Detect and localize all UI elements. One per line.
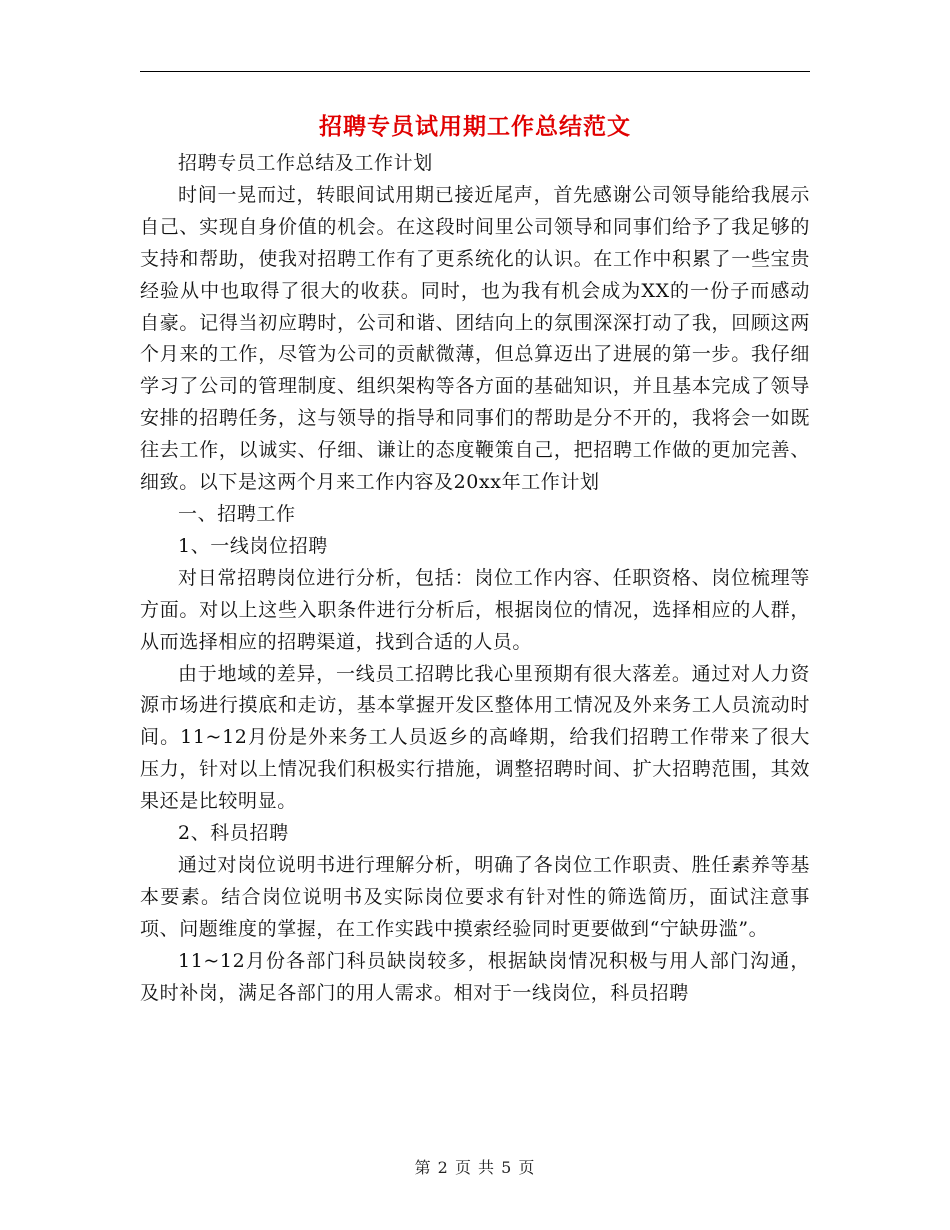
staff-vacancy-paragraph: 11~12月份各部门科员缺岗较多，根据缺岗情况积极与用人部门沟通，及时补岗，满足各部门的用人需求。相对于一线岗位，科员招聘 (140, 949, 810, 1004)
frontline-analysis-paragraph: 对日常招聘岗位进行分析，包括：岗位工作内容、任职资格、岗位梳理等方面。对以上这些入职条件进行分析后，根据岗位的情况，选择相应的人群，从而选择相应的招聘渠道，找到合适的人员。 (140, 566, 810, 653)
document-title: 招聘专员试用期工作总结范文 (319, 113, 631, 140)
page-number-footer: 第 2 页 共 5 页 (414, 1158, 536, 1177)
subsection-heading-frontline: 1、一线岗位招聘 (178, 534, 328, 557)
section-heading-recruitment: 一、招聘工作 (178, 502, 296, 525)
document-body (140, 148, 810, 1009)
subsection-heading-staff: 2、科员招聘 (178, 822, 289, 845)
subtitle-paragraph: 招聘专员工作总结及工作计划 (178, 152, 433, 174)
frontline-challenge-paragraph: 由于地域的差异，一线员工招聘比我心里预期有很大落差。通过对人力资源市场进行摸底和走访，基本掌握开发区整体用工情况及外来务工人员流动时间。11~12月份是外来务工人员返乡的高峰期，给我们招聘工作带来了很大压力，针对以上情况我们积极实行措施，调整招聘时间、扩大招聘范围，其效果还是比较明显。 (140, 662, 810, 813)
intro-paragraph: 时间一晃而过，转眼间试用期已接近尾声，首先感谢公司领导能给我展示自己、实现自身价值的机会。在这段时间里公司领导和同事们给予了我足够的支持和帮助，使我对招聘工作有了更系统化的认识。在工作中积累了一些宝贵经验从中也取得了很大的收获。同时，也为我有机会成为XX的一份子而感动自豪。记得当初应聘时，公司和谐、团结向上的氛围深深打动了我，回顾这两个月来的工作，尽管为公司的贡献微薄，但总算迈出了进展的第一步。我仔细学习了公司的管理制度、组织架构等各方面的基础知识，并且基本完成了领导安排的招聘任务，这与领导的指导和同事们的帮助是分不开的，我将会一如既往去工作，以诚实、仔细、谦让的态度鞭策自己，把招聘工作做的更加完善、细致。以下是这两个月来工作内容及20xx年工作计划 (140, 183, 810, 494)
staff-analysis-paragraph: 通过对岗位说明书进行理解分析，明确了各岗位工作职责、胜任素养等基本要素。结合岗位说明书及实际岗位要求有针对性的筛选简历，面试注意事项、问题维度的掌握，在工作实践中摸索经验同时更要做到“宁缺毋滥”。 (140, 853, 810, 940)
header-rule (140, 71, 810, 72)
